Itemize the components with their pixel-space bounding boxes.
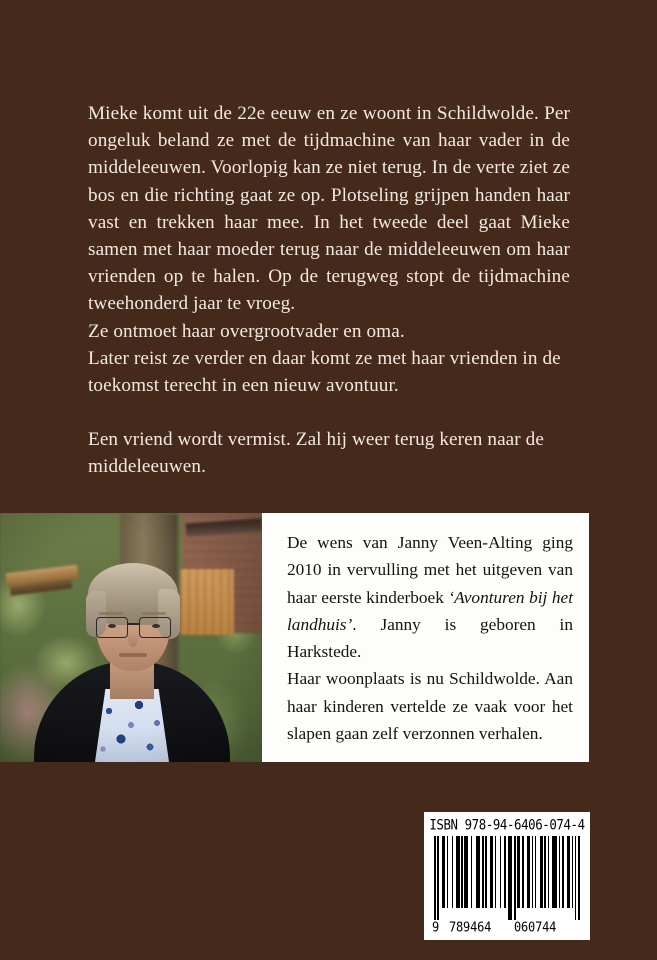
barcode-bar (461, 836, 463, 908)
barcode-bar (532, 836, 534, 908)
barcode-bar (447, 836, 449, 908)
isbn-barcode (424, 812, 590, 940)
barcode-bar (504, 836, 506, 908)
bio-sentence-tail: . Janny is geboren in Harkstede. (287, 614, 573, 662)
barcode-bar (490, 836, 493, 908)
blurb-paragraph-1: Mieke komt uit de 22e eeuw en ze woont in Schildwolde. Per ongeluk beland ze met de tijdmachine van haar vader in de middeleeuwen. Voorlopig kan ze niet terug. In de verte ziet ze bos en die richting gaat ze op. Plotseling grijpen handen haar vast en trekken haar mee. In het tweede deel gaat Mieke samen met haar moeder terug naar de middeleeuwen om haar vrienden op te halen. Op de terugweg stopt de tijdmachine tweehonderd jaar te vroeg. (88, 103, 570, 315)
barcode-bar (575, 836, 577, 920)
bio-book-title: ‘Avonturen bij het landhuis’ (287, 587, 573, 634)
barcode-bar (442, 836, 445, 908)
ean13-digits (432, 920, 582, 936)
barcode-bar (572, 836, 574, 908)
bio-paragraph-1 (287, 529, 573, 665)
ean-left-group: 789464 (449, 919, 492, 935)
barcode-bar (578, 836, 580, 920)
barcode-bar (508, 836, 513, 920)
barcode-bar (517, 836, 520, 908)
barcode-bar (485, 836, 487, 908)
barcode-bar (500, 836, 502, 908)
barcode-bar (544, 836, 546, 908)
barcode-bar (527, 836, 530, 908)
barcode-bar (471, 836, 473, 908)
blurb-paragraph-2: Ze ontmoet haar overgrootvader en oma. (88, 320, 405, 342)
barcode-bars (434, 836, 580, 920)
barcode-bar (567, 836, 570, 908)
barcode-bar (540, 836, 543, 908)
barcode-bar (514, 836, 516, 920)
photo-vignette (0, 513, 262, 762)
barcode-bar (548, 836, 550, 908)
isbn-number-label: ISBN 978-94-6406-074-4 (429, 816, 585, 833)
barcode-bar (452, 836, 454, 908)
barcode-bar (562, 836, 564, 908)
barcode-bar (464, 836, 467, 908)
author-bio-panel (262, 513, 589, 762)
blurb-text-block (88, 100, 570, 481)
barcode-bar (482, 836, 484, 908)
ean-lead-digit: 9 (432, 919, 440, 935)
barcode-bar (456, 836, 459, 908)
barcode-bar (476, 836, 481, 908)
barcode-bar (434, 836, 436, 920)
blurb-paragraph-3: Later reist ze verder en daar komt ze met haar vrienden in de toekomst terecht in een nieuw avontuur. (88, 347, 561, 397)
blurb-paragraph-4: Een vriend wordt vermist. Zal hij weer terug keren naar de middeleeuwen. (88, 429, 544, 478)
barcode-bar (535, 836, 537, 908)
barcode-bar (495, 836, 497, 908)
author-bio-text (262, 513, 589, 747)
barcode-bar (552, 836, 557, 908)
blurb-spacer (88, 399, 570, 426)
barcode-bar (522, 836, 524, 908)
bio-paragraph-2: Haar woonplaats is nu Schildwolde. Aan haar kinderen vertelde ze vaak voor het slapen gaan zelf verzonnen verhalen. (287, 669, 573, 744)
author-strip (0, 513, 589, 762)
barcode-bar (437, 836, 439, 920)
ean-right-group: 060744 (514, 919, 557, 935)
bio-sentence-lead: De wens van Janny Veen-Alting ging 2010 in vervulling met het uitgeven van haar eerste kinderboek (287, 533, 573, 607)
author-photo (0, 513, 262, 762)
barcode-bar (559, 836, 561, 908)
